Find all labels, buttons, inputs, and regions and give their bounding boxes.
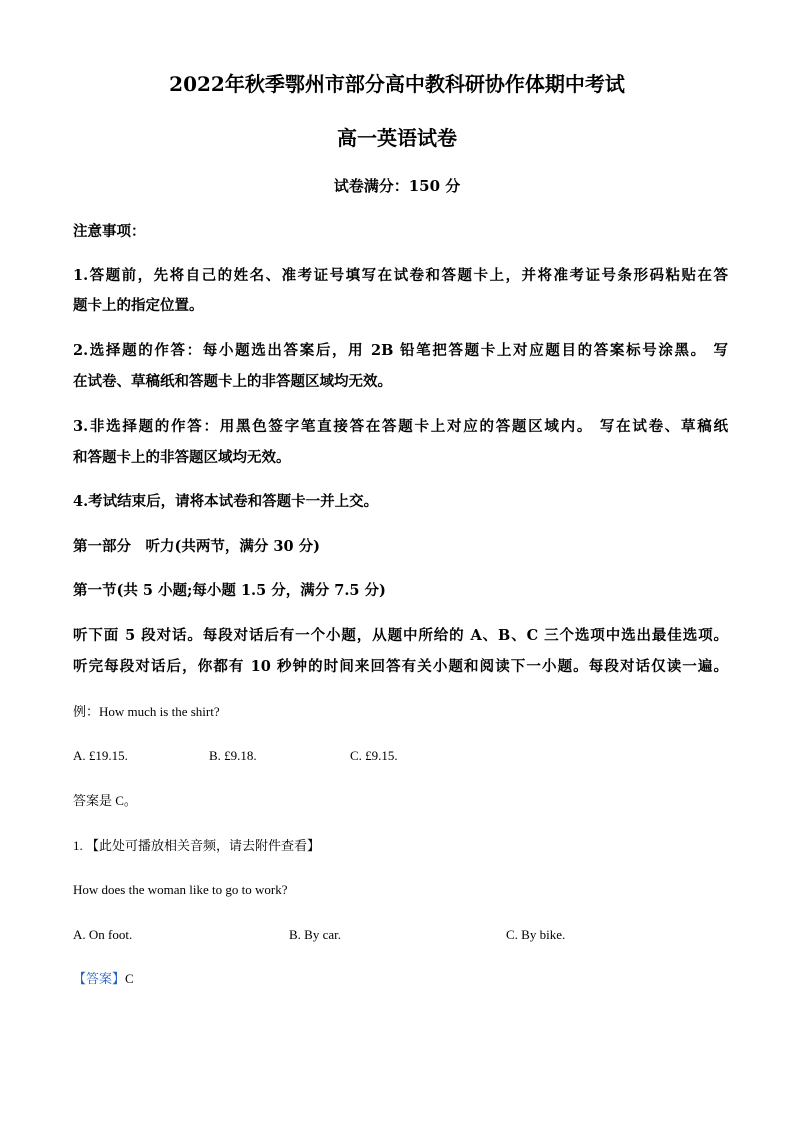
question-1-option-a: A. On foot. [73, 927, 133, 942]
answer-label: 【答案】 [73, 972, 126, 987]
notice-item-1-line-1: 1.答题前，先将自己的姓名、准考证号填写在试卷和答题卡上，并将准考证号条形码粘贴在答 [73, 267, 728, 284]
example-option-a: A. £19.15. [73, 748, 128, 763]
answer-value: C [125, 971, 134, 986]
example-question: 例：How much is the shirt? [73, 704, 220, 719]
question-1-option-c: C. By bike. [506, 927, 566, 942]
exam-title: 2022年秋季鄂州市部分高中教科研协作体期中考试 [169, 72, 625, 96]
notice-item-4: 4.考试结束后，请将本试卷和答题卡一并上交。 [73, 493, 379, 510]
notice-item-1-line-2: 题卡上的指定位置。 [73, 297, 204, 314]
question-1-answer [73, 969, 728, 990]
question-1-option-b: B. By car. [289, 927, 341, 942]
example-option-b: B. £9.18. [209, 748, 257, 763]
section1-heading: 第一节(共 5 小题;每小题 1.5 分，满分 7.5 分) [73, 582, 386, 599]
notice-item-3-line-1: 3.非选择题的作答：用黑色签字笔直接答在答题卡上对应的答题区域内。 写在试卷、草稿纸 [73, 418, 728, 435]
full-marks: 试卷满分：150 分 [333, 177, 461, 195]
example-answer: 答案是 C。 [73, 793, 137, 808]
question-1-audio-note: 1. 【此处可播放相关音频，请去附件查看】 [73, 838, 321, 853]
notice-item-3-line-2: 和答题卡上的非答题区域均无效。 [73, 449, 291, 466]
question-1-text: How does the woman like to go to work? [73, 882, 288, 897]
instruction-line-2: 听完每段对话后，你都有 10 秒钟的时间来回答有关小题和阅读下一小题。每段对话仅读一遍。 [73, 658, 728, 675]
notice-item-2-line-2: 在试卷、草稿纸和答题卡上的非答题区域均无效。 [73, 373, 392, 390]
part1-heading: 第一部分 听力(共两节，满分 30 分) [73, 538, 320, 555]
instruction-line-1: 听下面 5 段对话。每段对话后有一个小题，从题中所给的 A、B、C 三个选项中选出最佳选项。 [73, 627, 728, 644]
notice-item-2-line-1: 2.选择题的作答：每小题选出答案后，用 2B 铅笔把答题卡上对应题目的答案标号涂黑。 写 [73, 342, 728, 359]
notice-heading: 注意事项： [73, 223, 146, 240]
example-option-c: C. £9.15. [350, 748, 398, 763]
paper-subtitle: 高一英语试卷 [337, 126, 457, 150]
